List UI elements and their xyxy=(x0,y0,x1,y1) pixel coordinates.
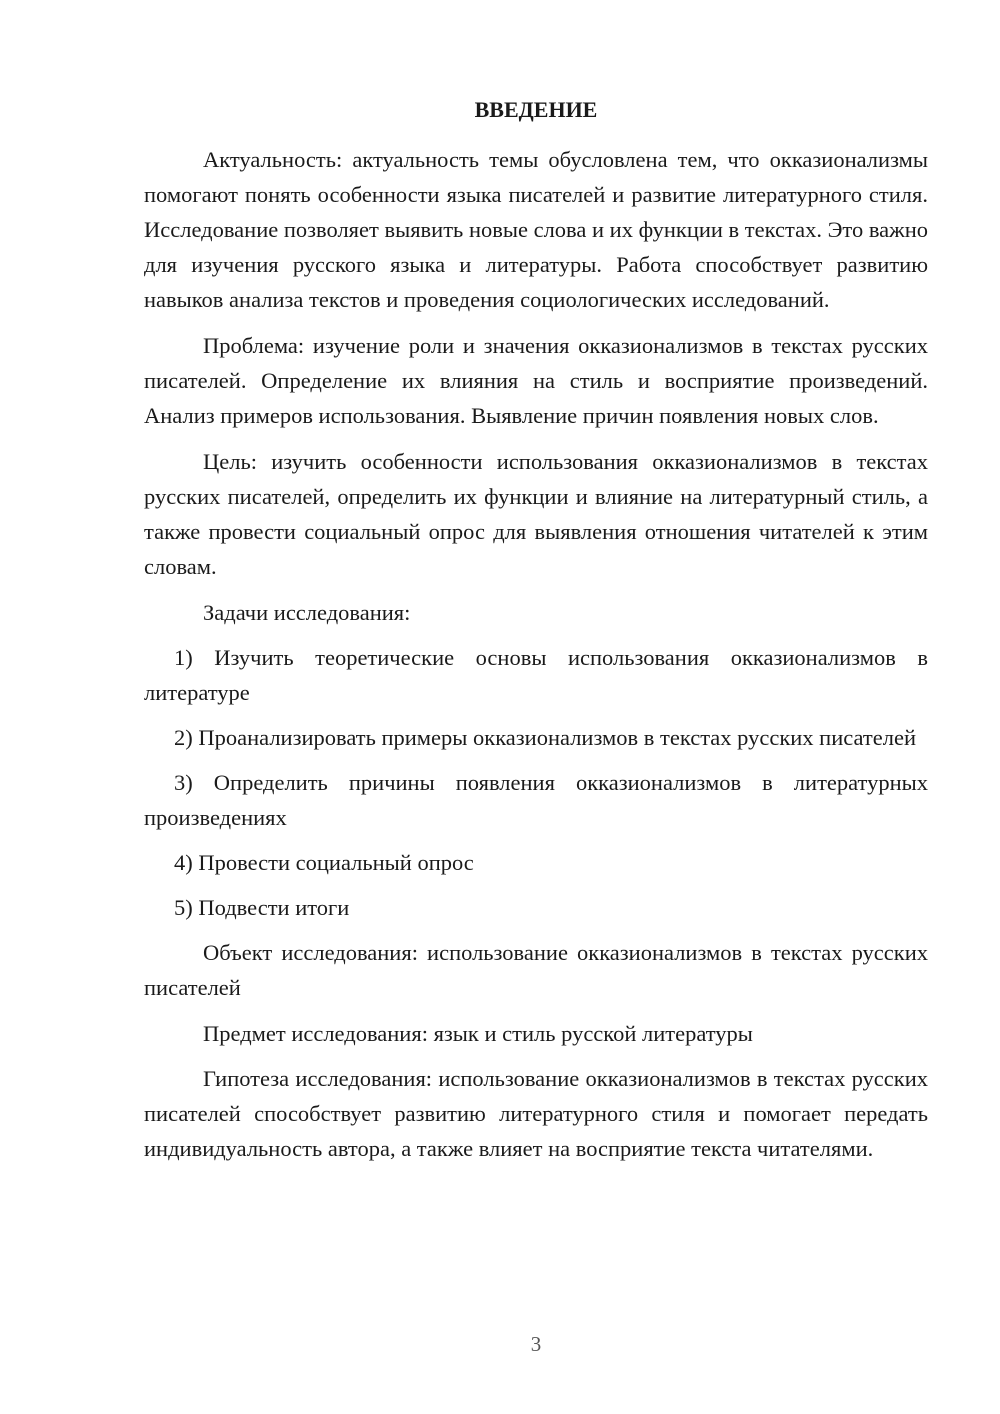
page-number: 3 xyxy=(530,1332,542,1356)
paragraph-relevance: Актуальность: актуальность темы обусловлена тем, что окказионализмы помогают понять особенности языка писателей и развитие литературного стиля. Исследование позволяет выявить новые слова и их функции в текстах. Это важно для изучения русского языка и литературы. Работа способствует развитию навыков анализа текстов и проведения социологических исследований. xyxy=(144,147,928,312)
list-item: 2) Проанализировать примеры окказионализмов в текстах русских писателей xyxy=(174,725,917,750)
page-title: ВВЕДЕНИЕ xyxy=(474,97,598,122)
paragraph-hypothesis: Гипотеза исследования: использование окказионализмов в текстах русских писателей способствует развитию литературного стиля и помогает передать индивидуальность автора, а также влияет на восприятие текста читателями. xyxy=(144,1066,928,1161)
paragraph-object: Объект исследования: использование окказионализмов в текстах русских писателей xyxy=(144,940,928,1000)
paragraph-goal: Цель: изучить особенности использования окказионализмов в текстах русских писателей, определить их функции и влияние на литературный стиль, а также провести социальный опрос для выявления отношения читателей к этим словам. xyxy=(144,449,928,579)
document-page xyxy=(144,92,928,1177)
paragraph-subject: Предмет исследования: язык и стиль русской литературы xyxy=(203,1021,753,1046)
paragraph-problem: Проблема: изучение роли и значения окказионализмов в текстах русских писателей. Определение их влияния на стиль и восприятие произведений. Анализ примеров использования. Выявление причин появления новых слов. xyxy=(144,333,928,428)
list-item: 5) Подвести итоги xyxy=(174,895,350,920)
list-item: 3) Определить причины появления окказионализмов в литературных произведениях xyxy=(144,770,928,830)
list-item: 1) Изучить теоретические основы использования окказионализмов в литературе xyxy=(144,645,928,705)
list-item: 4) Провести социальный опрос xyxy=(174,850,474,875)
tasks-list xyxy=(144,640,928,925)
tasks-heading: Задачи исследования: xyxy=(203,600,411,625)
